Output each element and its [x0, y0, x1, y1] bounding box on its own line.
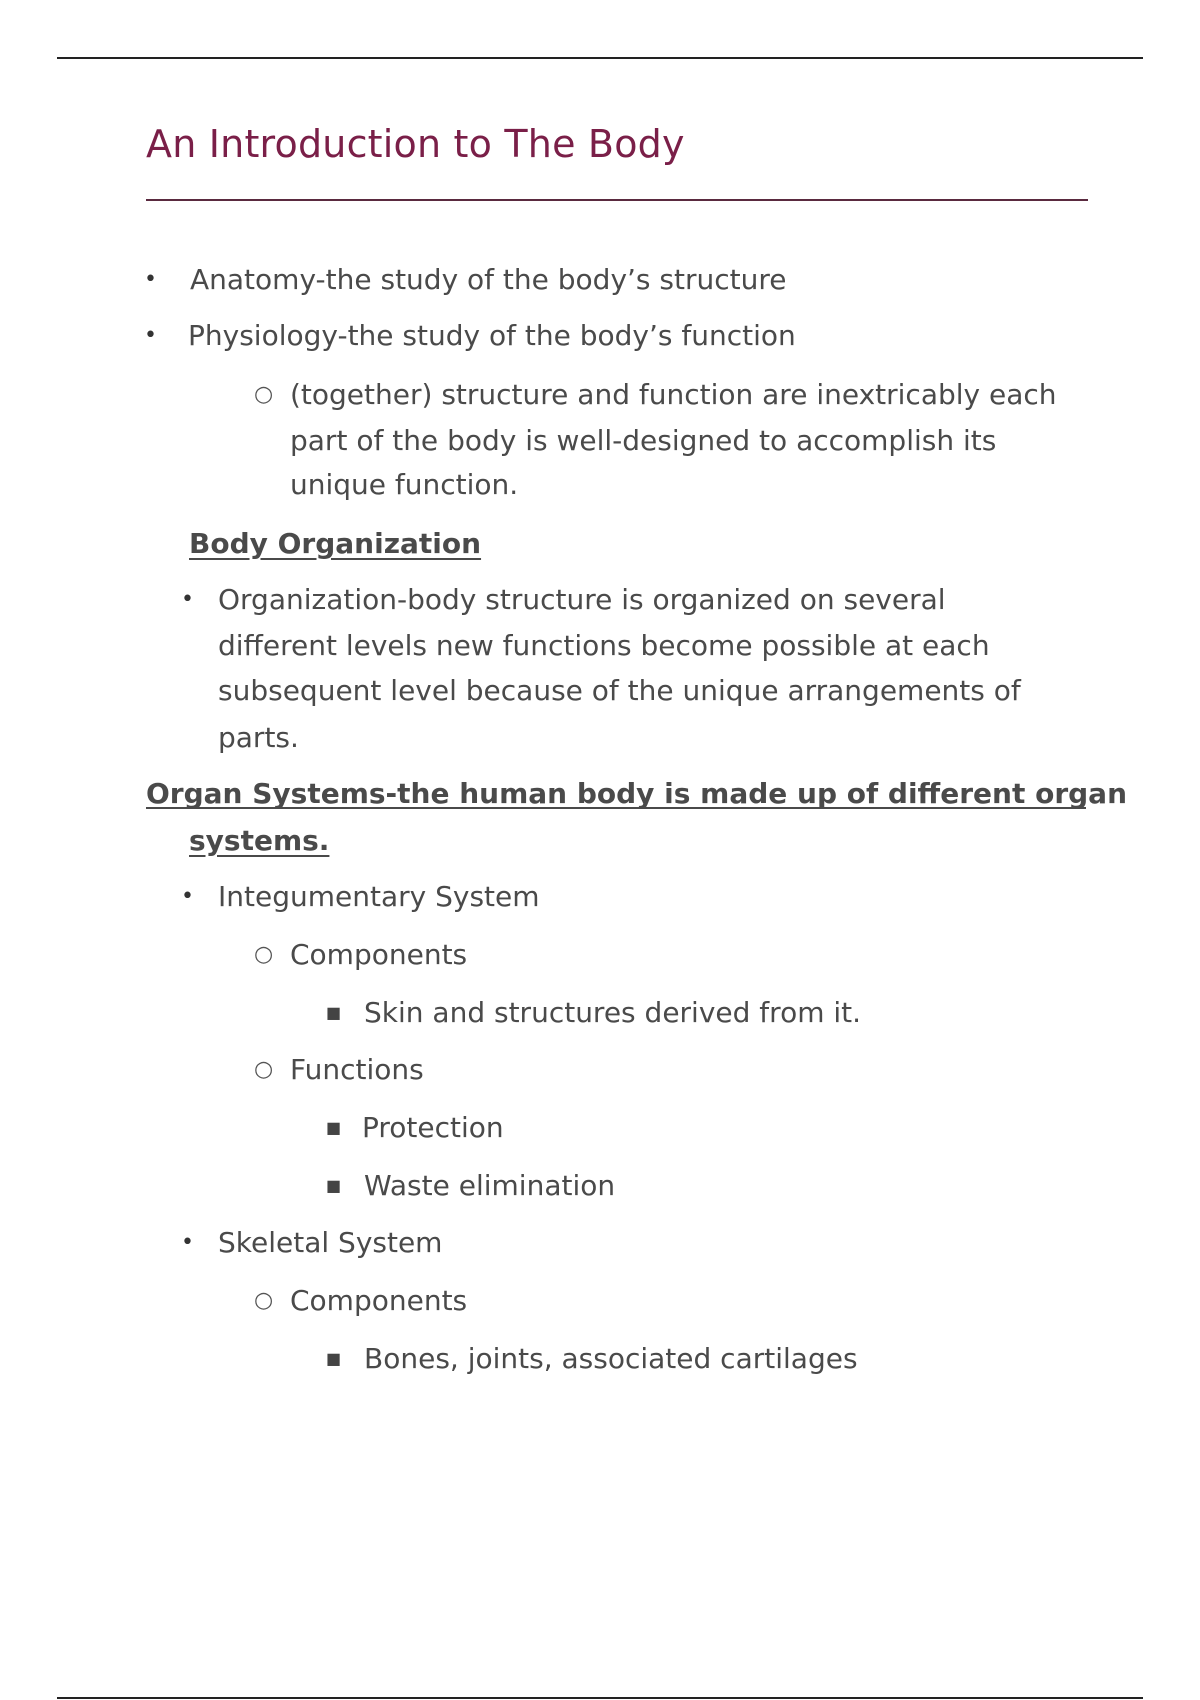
bullet-square-icon: ■: [326, 1176, 342, 1195]
bullet-circle-icon: ○: [254, 382, 274, 407]
page-top-rule: [57, 57, 1143, 59]
organization-line-2: different levels new functions become possible at each: [218, 629, 990, 662]
physiology-definition: Physiology-the study of the body’s function: [188, 319, 796, 352]
document-title: An Introduction to The Body: [146, 122, 685, 166]
skeletal-component-item: Bones, joints, associated cartilages: [364, 1342, 858, 1375]
integumentary-system-label: Integumentary System: [218, 880, 540, 913]
skeletal-system-label: Skeletal System: [218, 1226, 443, 1259]
bullet-disc-icon: •: [181, 1230, 194, 1255]
integumentary-functions-label: Functions: [290, 1053, 424, 1086]
bullet-square-icon: ■: [326, 1003, 342, 1022]
organ-systems-heading-underline: [146, 807, 1086, 809]
integumentary-function-item: Protection: [362, 1111, 504, 1144]
together-line-1: (together) structure and function are inextricably each: [290, 378, 1057, 411]
bullet-circle-icon: ○: [254, 1057, 274, 1082]
bullet-disc-icon: •: [181, 884, 194, 909]
anatomy-definition: Anatomy-the study of the body’s structure: [190, 263, 787, 296]
together-line-2: part of the body is well-designed to accomplish its: [290, 424, 997, 457]
integumentary-function-item: Waste elimination: [364, 1169, 616, 1202]
skeletal-components-label: Components: [290, 1284, 468, 1317]
organization-line-4: parts.: [218, 721, 299, 754]
organization-line-1: Organization-body structure is organized on several: [218, 583, 946, 616]
bullet-disc-icon: •: [144, 323, 157, 348]
body-organization-heading: Body Organization: [189, 527, 482, 560]
organ-systems-heading-line-2: systems.: [189, 824, 330, 857]
title-underline: [146, 199, 1088, 201]
bullet-square-icon: ■: [326, 1118, 342, 1137]
bullet-disc-icon: •: [181, 587, 194, 612]
bullet-disc-icon: •: [144, 267, 157, 292]
integumentary-component-item: Skin and structures derived from it.: [364, 996, 862, 1029]
organization-line-3: subsequent level because of the unique arrangements of: [218, 674, 1021, 707]
bullet-square-icon: ■: [326, 1349, 342, 1368]
page-bottom-rule: [57, 1697, 1143, 1699]
integumentary-components-label: Components: [290, 938, 468, 971]
bullet-circle-icon: ○: [254, 1288, 274, 1313]
organ-systems-heading-line-1: Organ Systems-the human body is made up of different organ: [146, 777, 1127, 810]
bullet-circle-icon: ○: [254, 942, 274, 967]
together-line-3: unique function.: [290, 468, 519, 501]
